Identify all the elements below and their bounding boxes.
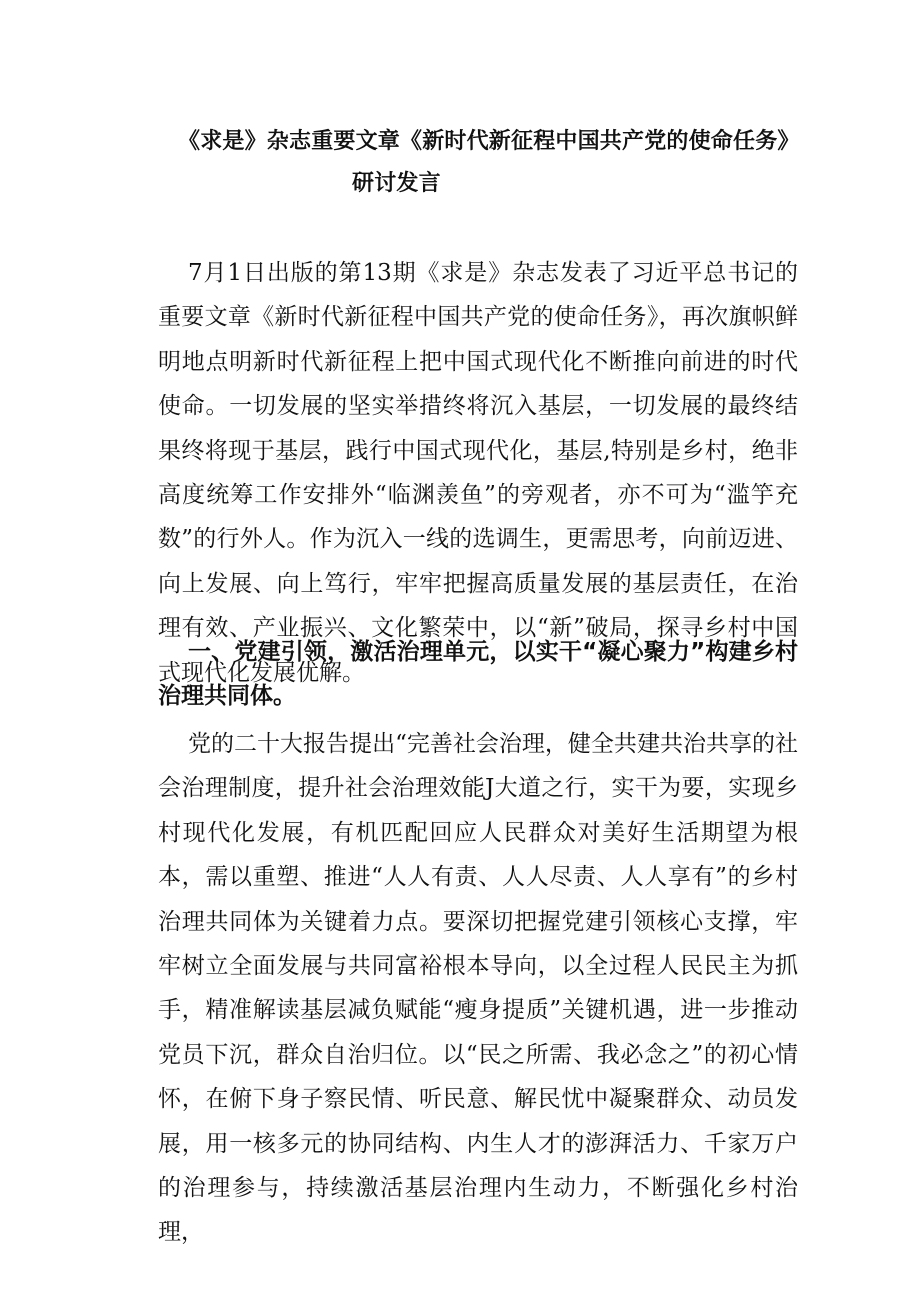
document-title-line-2: 研讨发言 bbox=[352, 171, 441, 196]
paragraph-intro: 7月1日出版的第13期《求是》杂志发表了习近平总书记的重要文章《新时代新征程中国共产党的使命任务》，再次旗帜鲜明地点明新时代新征程上把中国式现代化不断推向前进的时代使命。一切发展的坚实举措终将沉入基层，一切发展的最终结果终将现于基层，践行中国式现代化，基层,特别是乡村，绝非高度统筹工作安排外“临渊羡鱼”的旁观者，亦不可为“滥竽充数”的行外人。作为沉入一线的选调生，更需思考，向前迈进、向上发展、向上笃行，牢牢把握高质量发展的基层责任，在治理有效、产业振兴、文化繁荣中，以“新”破局，探寻乡村中国式现代化发展优解。 bbox=[158, 260, 798, 686]
document-title-line-1: 《求是》杂志重要文章《新时代新征程中国共产党的使命任务》 bbox=[178, 129, 800, 154]
section-heading-1: 一、党建引领，激活治理单元，以实干“凝心聚力”构建乡村治理共同体。 bbox=[158, 639, 798, 710]
paragraph-section-1: 党的二十大报告提出“完善社会治理，健全共建共治共享的社会治理制度，提升社会治理效能J大道之行，实干为要，实现乡村现代化发展，有机匹配回应人民群众对美好生活期望为根本，需以重塑、推进“人人有责、人人尽责、人人享有”的乡村治理共同体为关键着力点。要深切把握党建引领核心支撑，牢牢树立全面发展与共同富裕根本导向，以全过程人民民主为抓手，精准解读基层减负赋能“瘦身提质”关键机遇，进一步推动党员下沉，群众自治归位。以“民之所需、我必念之”的初心情怀，在俯下身子察民情、听民意、解民忧中凝聚群众、动员发展，用一核多元的协同结构、内生人才的澎湃活力、千家万户的治理参与，持续激活基层治理内生动力，不断强化乡村治理， bbox=[158, 731, 798, 1246]
